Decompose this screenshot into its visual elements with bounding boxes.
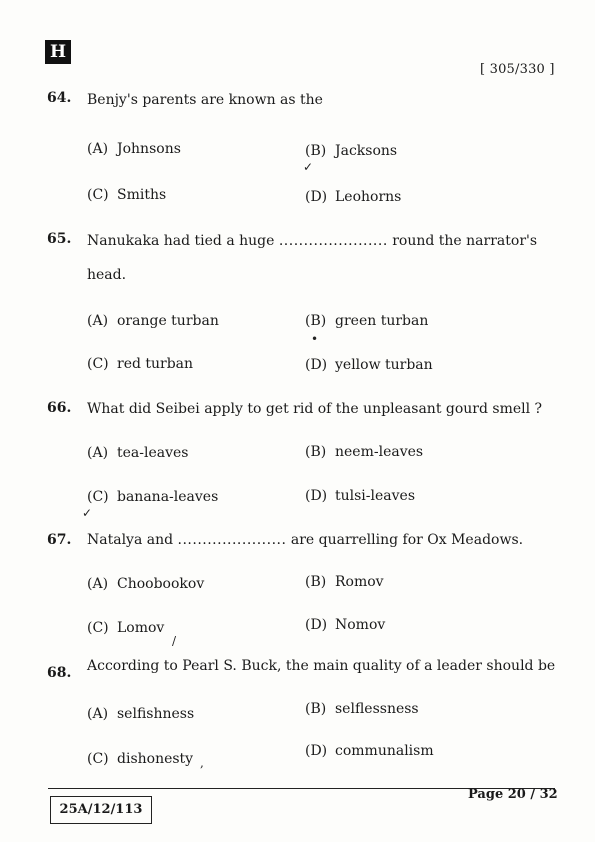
option-66-a (87, 445, 188, 461)
option-text: Choobookov (117, 576, 205, 592)
option-text: Smiths (117, 187, 167, 203)
pen-tick-mark: ✓ (303, 160, 314, 174)
option-label: (D) (305, 743, 328, 759)
question-text-65-line2: head. (87, 267, 127, 283)
pen-comma-mark: , (200, 756, 204, 770)
question-text-66: What did Seibei apply to get rid of the unpleasant gourd smell ? (87, 401, 543, 417)
option-label: (C) (87, 620, 109, 636)
option-text: selflessness (335, 701, 419, 717)
option-text: red turban (117, 356, 194, 372)
option-text: banana-leaves (117, 489, 219, 505)
option-text: communalism (335, 743, 434, 759)
option-66-c (87, 489, 218, 505)
pen-tick-mark: / (172, 634, 177, 648)
option-67-a (87, 576, 204, 592)
option-label: (C) (87, 356, 109, 372)
option-text: tulsi-leaves (335, 488, 416, 504)
option-64-d (305, 189, 401, 205)
option-text: green turban (335, 313, 429, 329)
answer-blank: ...................... (278, 233, 388, 249)
option-67-d (305, 617, 385, 633)
question-number-67: 67. (47, 532, 72, 548)
option-text: yellow turban (335, 357, 433, 373)
option-68-c (87, 751, 193, 767)
question-number-65: 65. (47, 231, 72, 247)
option-67-c (87, 620, 164, 636)
paper-code: [ 305/330 ] (480, 62, 555, 77)
option-68-d (305, 743, 434, 759)
question-number-64: 64. (47, 90, 72, 106)
option-68-a (87, 706, 194, 722)
option-text: Johnsons (117, 141, 181, 157)
pen-tick-mark: ✓ (82, 506, 93, 520)
answer-blank: ...................... (177, 532, 287, 548)
question-text-67 (87, 532, 523, 548)
option-label: (D) (305, 488, 328, 504)
option-68-b (305, 701, 419, 717)
question-number-68: 68. (47, 665, 72, 681)
question-text-65 (87, 233, 552, 249)
option-label: (C) (87, 187, 109, 203)
option-label: (B) (305, 313, 327, 329)
option-label: (C) (87, 751, 109, 767)
footer-paper-code: 25A/12/113 (50, 796, 152, 824)
question-text-64: Benjy's parents are known as the (87, 92, 323, 108)
option-65-b (305, 313, 428, 329)
option-text: dishonesty (117, 751, 194, 767)
option-text: Nomov (335, 617, 386, 633)
option-label: (A) (87, 313, 109, 329)
question-text-before: Nanukaka had tied a huge (87, 233, 275, 249)
option-66-b (305, 444, 423, 460)
option-65-d (305, 357, 433, 373)
option-text: Romov (335, 574, 384, 590)
option-text: Jacksons (335, 143, 398, 159)
option-65-a (87, 313, 219, 329)
option-67-b (305, 574, 384, 590)
question-text-after: are quarrelling for Ox Meadows. (290, 532, 524, 548)
option-label: (A) (87, 141, 109, 157)
option-text: orange turban (117, 313, 219, 329)
pen-dot-mark: • (311, 332, 319, 346)
option-label: (B) (305, 444, 327, 460)
option-label: (B) (305, 701, 327, 717)
option-label: (B) (305, 574, 327, 590)
option-label: (D) (305, 357, 328, 373)
option-64-b (305, 143, 397, 159)
option-label: (D) (305, 189, 328, 205)
option-label: (D) (305, 617, 328, 633)
option-64-a (87, 141, 181, 157)
question-text-before: Natalya and (87, 532, 174, 548)
option-label: (A) (87, 576, 109, 592)
option-text: Lomov (117, 620, 165, 636)
question-text-68: According to Pearl S. Buck, the main quality of a leader should be (87, 658, 556, 674)
option-label: (A) (87, 445, 109, 461)
question-text-after: round the narrator's (392, 233, 538, 249)
paper-set-badge: H (45, 40, 71, 64)
question-number-66: 66. (47, 400, 72, 416)
option-text: selfishness (117, 706, 195, 722)
option-label: (B) (305, 143, 327, 159)
option-64-c (87, 187, 166, 203)
option-text: tea-leaves (117, 445, 189, 461)
option-label: (C) (87, 489, 109, 505)
option-66-d (305, 488, 415, 504)
option-label: (A) (87, 706, 109, 722)
option-text: Leohorns (335, 189, 402, 205)
option-65-c (87, 356, 193, 372)
page-number: Page 20 / 32 (468, 787, 558, 802)
option-text: neem-leaves (335, 444, 424, 460)
